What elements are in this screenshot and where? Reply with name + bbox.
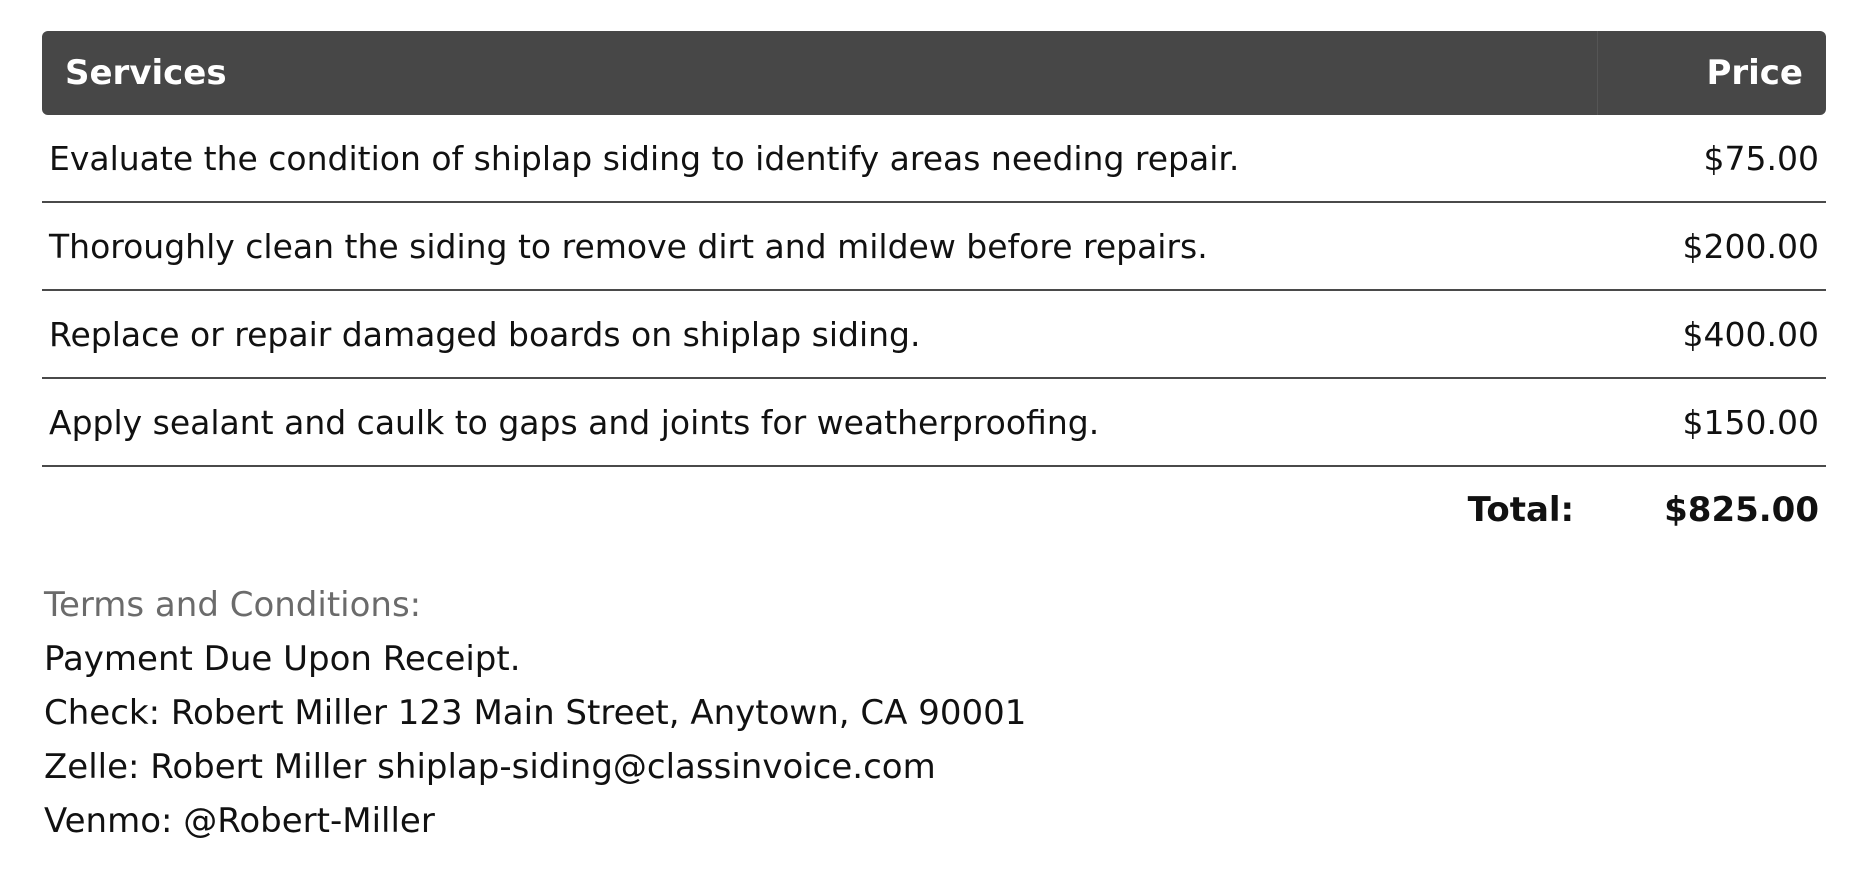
- service-description: Replace or repair damaged boards on shiplap siding.: [49, 314, 921, 354]
- total-value: $825.00: [1664, 490, 1819, 530]
- table-row: [42, 291, 1826, 379]
- service-description: Evaluate the condition of shiplap siding to identify areas needing repair.: [49, 138, 1240, 178]
- service-description: Thoroughly clean the siding to remove dirt and mildew before repairs.: [49, 226, 1208, 266]
- services-table: [42, 31, 1826, 553]
- zelle-payment-line: Zelle: Robert Miller shiplap-siding@classinvoice.com: [44, 747, 936, 787]
- service-price: $400.00: [1682, 314, 1819, 354]
- total-row: [42, 467, 1826, 553]
- payment-due-line: Payment Due Upon Receipt.: [44, 639, 521, 679]
- price-column-header: Price: [1597, 31, 1826, 115]
- service-price: $150.00: [1682, 402, 1819, 442]
- services-column-header: Services: [65, 53, 227, 93]
- table-row: [42, 203, 1826, 291]
- table-header: [42, 31, 1826, 115]
- table-row: [42, 379, 1826, 467]
- terms-section: [44, 578, 1026, 848]
- venmo-payment-line: Venmo: @Robert-Miller: [44, 801, 435, 841]
- total-label: Total:: [1467, 490, 1575, 530]
- table-row: [42, 115, 1826, 203]
- service-description: Apply sealant and caulk to gaps and joints for weatherproofing.: [49, 402, 1100, 442]
- service-price: $75.00: [1703, 138, 1819, 178]
- check-payment-line: Check: Robert Miller 123 Main Street, Anytown, CA 90001: [44, 693, 1027, 733]
- service-price: $200.00: [1682, 226, 1819, 266]
- terms-title: Terms and Conditions:: [44, 585, 422, 625]
